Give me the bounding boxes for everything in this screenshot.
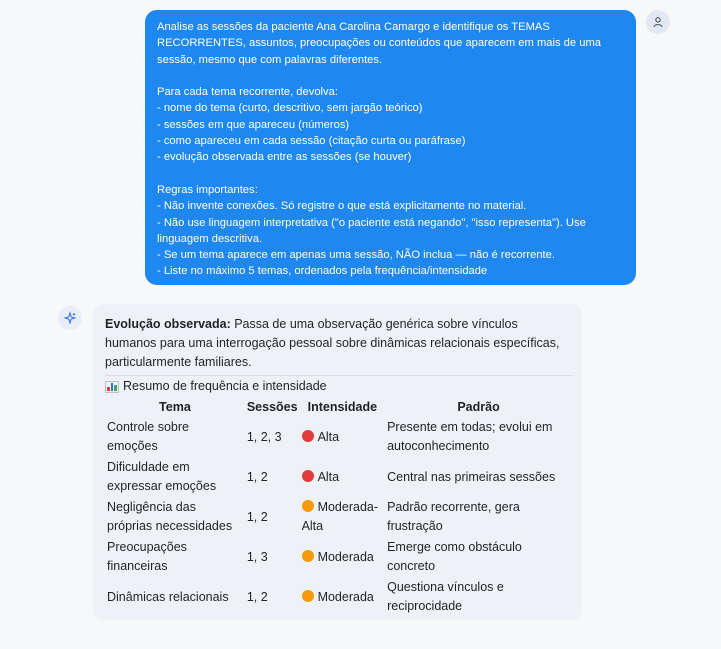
user-message-line: - nome do tema (curto, descritivo, sem jargão teórico) (157, 102, 423, 115)
cell-sessoes: 1, 2, 3 (246, 429, 282, 444)
header-sessoes: Sessões (246, 399, 298, 414)
table-row (105, 577, 572, 617)
summary-title: Resumo de frequência e intensidade (123, 379, 327, 393)
intensity-label: Moderada-Alta (301, 500, 379, 533)
cell-tema: Preocupações financeiras (107, 540, 187, 573)
cell-padrao: Emerge como obstáculo concreto (387, 540, 522, 573)
header-tema: Tema (159, 399, 191, 414)
table-row (105, 457, 572, 497)
summary-heading (105, 377, 572, 396)
user-message-line: - Não invente conexões. Só registre o que está explicitamente no material. (157, 200, 527, 213)
user-message-line: - Se um tema aparece em apenas uma sessão, NÃO inclua — não é recorrente. (157, 249, 555, 262)
user-message-line: - Liste no máximo 5 temas, ordenados pela frequência/intensidade (157, 265, 488, 278)
sparkle-icon (63, 311, 77, 325)
user-message-line: Para cada tema recorrente, devolva: (157, 86, 338, 99)
cell-intensidade (300, 497, 386, 537)
evolution-label: Evolução observada: (105, 317, 231, 331)
cell-intensidade (300, 577, 386, 617)
user-icon (652, 16, 664, 28)
bar-chart-icon (105, 381, 119, 393)
header-intensidade: Intensidade (307, 399, 378, 414)
user-message-line: Analise as sessões da paciente Ana Carolina Camargo e identifique os TEMAS (157, 21, 550, 33)
user-message-line (157, 166, 624, 182)
evolution-text: Passa de uma observação genérica sobre vínculos humanos para uma interrogação pessoal sobre dinâmicas relacionais específicas, particularmente familiares. (105, 317, 560, 369)
assistant-avatar (58, 306, 82, 330)
user-message-line: Regras importantes: (157, 183, 258, 196)
user-message-line: - sessões em que apareceu (números) (157, 118, 350, 131)
red-circle-icon (302, 470, 314, 482)
user-message-line (157, 68, 624, 84)
user-message-line: linguagem descritiva. (157, 232, 263, 245)
intensity-label: Moderada (317, 549, 374, 564)
cell-intensidade (300, 457, 386, 497)
header-padrao: Padrão (457, 399, 500, 414)
user-message-line: - Não use linguagem interpretativa ("o paciente está negando", "isso representa"). Use (157, 216, 586, 229)
cell-tema: Dificuldade em expressar emoções (107, 460, 217, 493)
cell-padrao: Questiona vínculos e reciprocidade (387, 580, 504, 613)
evolution-paragraph (105, 315, 572, 372)
user-message-line: RECORRENTES, assuntos, preocupações ou conteúdos que aparecem em mais de uma (157, 37, 601, 50)
summary-table (105, 397, 572, 617)
cell-sessoes: 1, 3 (246, 549, 268, 564)
cell-sessoes: 1, 2 (246, 469, 268, 484)
cell-padrao: Presente em todas; evolui em autoconhecimento (387, 420, 553, 453)
cell-padrao: Central nas primeiras sessões (387, 469, 556, 484)
user-message-line: - como apareceu em cada sessão (citação curta ou paráfrase) (157, 135, 466, 148)
table-row (105, 537, 572, 577)
user-avatar (646, 10, 670, 34)
user-message-line: - evolução observada entre as sessões (se houver) (157, 151, 412, 164)
cell-tema: Dinâmicas relacionais (107, 589, 229, 604)
cell-sessoes: 1, 2 (246, 509, 268, 524)
intensity-label: Alta (317, 429, 340, 444)
orange-circle-icon (302, 590, 314, 602)
divider (105, 375, 573, 376)
cell-tema: Negligência das próprias necessidades (107, 500, 233, 533)
table-row (105, 497, 572, 537)
table-row (105, 417, 572, 457)
red-circle-icon (302, 430, 314, 442)
cell-padrao: Padrão recorrente, gera frustração (387, 500, 520, 533)
cell-tema: Controle sobre emoções (107, 420, 189, 453)
cell-sessoes: 1, 2 (246, 589, 268, 604)
cell-intensidade (300, 537, 386, 577)
intensity-label: Alta (317, 469, 340, 484)
orange-circle-icon (302, 500, 314, 512)
intensity-label: Moderada (317, 589, 374, 604)
table-header-row (105, 397, 572, 417)
user-message-line: sessão, mesmo que com palavras diferentes. (157, 53, 383, 66)
cell-intensidade (300, 417, 386, 457)
orange-circle-icon (302, 550, 314, 562)
assistant-message (93, 304, 582, 620)
user-message-bubble (145, 10, 636, 285)
